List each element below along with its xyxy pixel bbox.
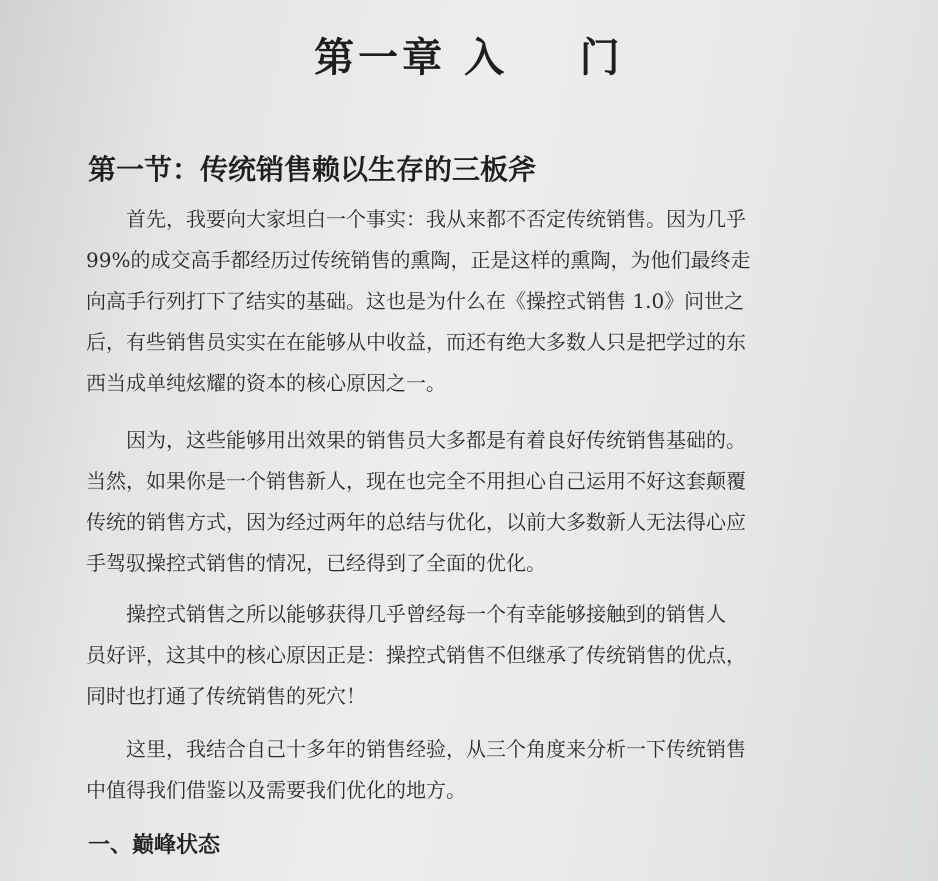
section-title: 第一节：传统销售赖以生存的三板斧 [88,153,537,186]
paragraph-line: 员好评，这其中的核心原因正是：操控式销售不但继承了传统销售的优点， [86,643,746,667]
paragraph-line: 操控式销售之所以能够获得几乎曾经每一个有幸能够接触到的销售人 [126,602,726,626]
paragraph-line: 当然，如果你是一个销售新人，现在也完全不用担心自己运用不好这套颠覆 [86,469,746,493]
paragraph-line: 同时也打通了传统销售的死穴！ [86,684,366,708]
paragraph-line: 后，有些销售员实实在在能够从中收益，而还有绝大多数人只是把学过的东 [86,330,746,354]
paragraph-1 [86,199,836,404]
paragraph-4 [86,729,836,811]
paragraph-line: 西当成单纯炫耀的资本的核心原因之一。 [86,371,446,395]
paragraph-line: 这里，我结合自己十多年的销售经验，从三个角度来分析一下传统销售 [126,737,746,761]
paragraph-line: 因为，这些能够用出效果的销售员大多都是有着良好传统销售基础的。 [126,428,746,452]
subheading: 一、巅峰状态 [88,833,221,858]
paragraph-line: 中值得我们借鉴以及需要我们优化的地方。 [86,778,466,802]
paragraph-2 [86,420,836,584]
paragraph-line: 99%的成交高手都经历过传统销售的熏陶，正是这样的熏陶，为他们最终走 [86,248,751,272]
paragraph-3 [86,594,836,717]
paragraph-line: 传统的销售方式，因为经过两年的总结与优化，以前大多数新人无法得心应 [86,510,746,534]
paragraph-line: 首先，我要向大家坦白一个事实：我从来都不否定传统销售。因为几乎 [126,207,746,231]
paragraph-line: 手驾驭操控式销售的情况，已经得到了全面的优化。 [86,551,546,575]
chapter-title: 第一章 入 门 [314,35,624,81]
paragraph-line: 向高手行列打下了结实的基础。这也是为什么在《操控式销售 1.0》问世之 [86,289,745,313]
